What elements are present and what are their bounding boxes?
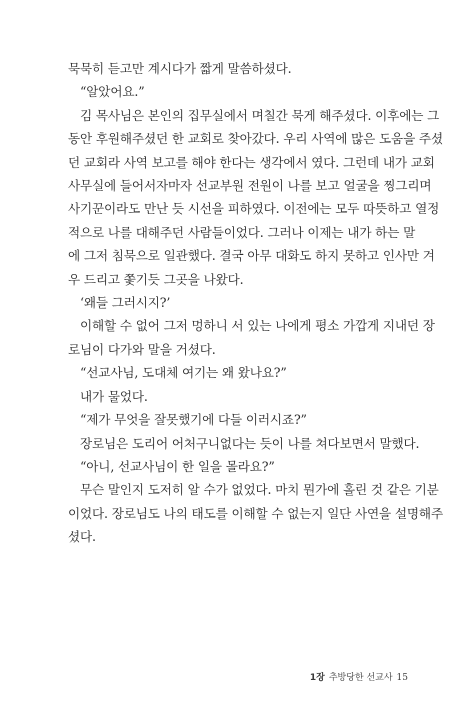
body-line: 사기꾼이라도 만난 듯 시선을 피하였다. 이전에는 모두 따뜻하고 열정 [68, 201, 440, 217]
body-line: 이었다. 장로님도 나의 태도를 이해할 수 없는지 일단 사연을 설명해주 [68, 505, 443, 521]
body-line: “알았어요.” [80, 84, 145, 100]
body-line: 에 그저 침묵으로 일관했다. 결국 아무 대화도 하지 못하고 인사만 겨 [68, 248, 435, 264]
chapter-label: 1장 [309, 673, 325, 683]
page-number: 15 [396, 673, 408, 683]
body-line: “제가 무엇을 잘못했기에 다들 이러시죠?” [80, 412, 307, 428]
body-line: “아니, 선교사님이 한 일을 몰라요?” [80, 458, 275, 474]
body-line: ‘왜들 그러시지?’ [80, 295, 171, 311]
chapter-title: 추방당한 선교사 [328, 673, 393, 683]
body-line: 셨다. [68, 529, 96, 545]
body-line: 이해할 수 없어 그저 멍하니 서 있는 나에게 평소 가깝게 지내던 장 [80, 318, 435, 334]
body-line: 무슨 말인지 도저히 알 수가 없었다. 마치 뭔가에 홀린 것 같은 기분 [80, 482, 439, 498]
body-line: 묵묵히 듣고만 계시다가 짧게 말씀하셨다. [68, 61, 292, 76]
running-footer [300, 670, 408, 683]
body-line: 우 드리고 쫓기듯 그곳을 나왔다. [68, 271, 244, 287]
body-line: 사무실에 들어서자마자 선교부원 전원이 나를 보고 얼굴을 찡그리며 [68, 178, 432, 194]
body-line: 내가 물었다. [80, 388, 148, 404]
body-text [68, 57, 443, 549]
body-line: “선교사님, 도대체 여기는 왜 왔나요?” [80, 365, 287, 381]
body-line: 로님이 다가와 말을 거셨다. [68, 341, 216, 357]
body-line: 장로님은 도리어 어처구니없다는 듯이 나를 쳐다보면서 말했다. [80, 435, 420, 451]
body-line: 적으로 나를 대해주던 사람들이었다. 그러나 이제는 내가 하는 말 [68, 224, 416, 240]
body-line: 던 교회라 사역 보고를 해야 한다는 생각에서 였다. 그런데 내가 교회 [68, 154, 435, 170]
body-line: 김 목사님은 본인의 집무실에서 며칠간 묵게 해주셨다. 이후에는 그 [80, 107, 440, 123]
body-line: 동안 후원해주셨던 한 교회로 찾아갔다. 우리 사역에 많은 도움을 주셨 [68, 131, 443, 147]
